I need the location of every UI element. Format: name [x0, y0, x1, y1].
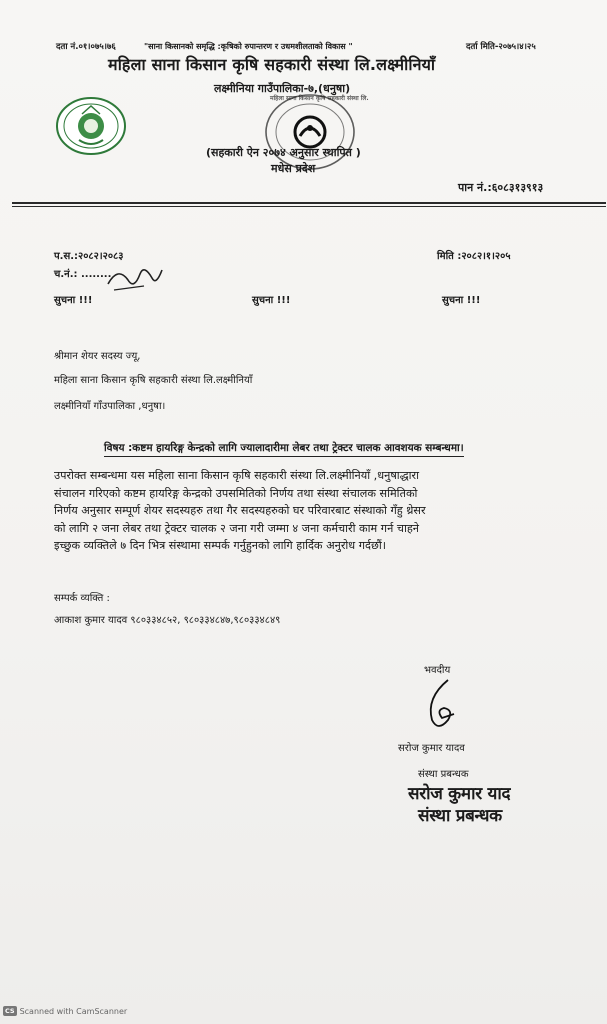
scanner-watermark [3, 1006, 127, 1016]
registration-date: दर्ता मिति-२०७५।४।२५ [466, 42, 536, 52]
body-line: को लागि २ जना लेबर तथा ट्रेक्टर चालक २ जना गरी जम्मा ४ जना कर्मचारी काम गर्न चाहने [54, 521, 420, 535]
registration-number: दता नं.०१।०७५।७६ [56, 42, 116, 52]
scanner-text: Scanned with CamScanner [19, 1006, 128, 1016]
title-stamp: संस्था प्रबन्धक [418, 806, 502, 826]
recipient-organization: महिला साना किसान कृषि सहकारी संस्था लि.लक्ष्मीनियाँ [54, 375, 253, 386]
notice-label-left: सुचना !!! [54, 295, 93, 306]
notice-label-right: सुचना !!! [442, 295, 481, 306]
cooperative-logo [55, 96, 127, 156]
header-divider-thin [12, 206, 606, 207]
organization-name: महिला साना किसान कृषि सहकारी संस्था लि.लक्ष्मीनियाँ [108, 55, 436, 74]
organization-address: लक्ष्मीनिया गाउँपालिका-७,(धनुषा) [214, 82, 351, 95]
letter-body [54, 467, 576, 555]
pan-number: पान नं.:६०८३१३९१३ [458, 181, 544, 194]
contact-person: आकाश कुमार यादव ९८०३३४८५२, ९८०३३४८४७,९८०३३४८४९ [54, 615, 281, 626]
body-line: संचालन गरिएको कष्टम हायरिङ्ग केन्द्रको उपसमितिको निर्णय तथा संस्था संचालक समितिको [54, 486, 418, 500]
body-line: इच्छुक व्यक्तिले ७ दिन भित्र संस्थामा सम्पर्क गर्नुहुनको लागि हार्दिक अनुरोध गर्दछौं। [54, 539, 386, 553]
body-line: उपरोक्त सम्बन्धमा यस महिला साना किसान कृषि सहकारी संस्था लि.लक्ष्मीनियाँ ,धनुषाद्धारा [54, 469, 419, 482]
body-line: निर्णय अनुसार सम्पूर्ण शेयर सदस्यहरु तथा गैर सदस्यहरुको घर परिवारबाट संस्थाको गँहु थ्रेसर [54, 504, 426, 518]
salutation: श्रीमान शेयर सदस्य ज्यू, [54, 351, 141, 362]
notice-label-center: सुचना !!! [252, 295, 291, 306]
motto: "साना किसानको समृद्धि :कृषिको रुपान्तरण र उधमशीलताको विकास " [144, 42, 353, 51]
header-divider [12, 202, 606, 204]
reference-number: प.स.:२०८२।२०८३ [54, 251, 124, 262]
name-stamp: सरोज कुमार याद [408, 784, 511, 804]
letter-subject: विषय :कष्टम हायरिङ्ग केन्द्रको लागि ज्यालादारीमा लेबर तथा ट्रेक्टर चालक आवशयक सम्बन्धमा। [104, 441, 464, 457]
manager-signature [418, 676, 466, 736]
organization-seal [262, 92, 358, 172]
signer-title: संस्था प्रबन्धक [418, 769, 469, 780]
recipient-address: लक्ष्मीनियाँ गाँउपालिका ,धनुषा। [54, 401, 166, 412]
signer-name: सरोज कुमार यादव [398, 743, 465, 754]
seal-text: महिला साना किसान कृषि सहकारी संस्था लि. [270, 95, 369, 102]
dispatch-signature [104, 256, 166, 296]
camscanner-icon: CS [5, 1007, 15, 1015]
province: मधेस प्रदेश [271, 162, 316, 175]
closing: भवदीय [424, 665, 451, 676]
letter-date: मिति :२०८२।१।२०५ [437, 251, 511, 262]
contact-label: सम्पर्क व्यक्ति : [54, 593, 110, 604]
dispatch-number: च.नं.: ........ [54, 269, 112, 280]
established-under-act: (सहकारी ऐन २०७४ अनुसार स्थापित ) [206, 146, 361, 159]
